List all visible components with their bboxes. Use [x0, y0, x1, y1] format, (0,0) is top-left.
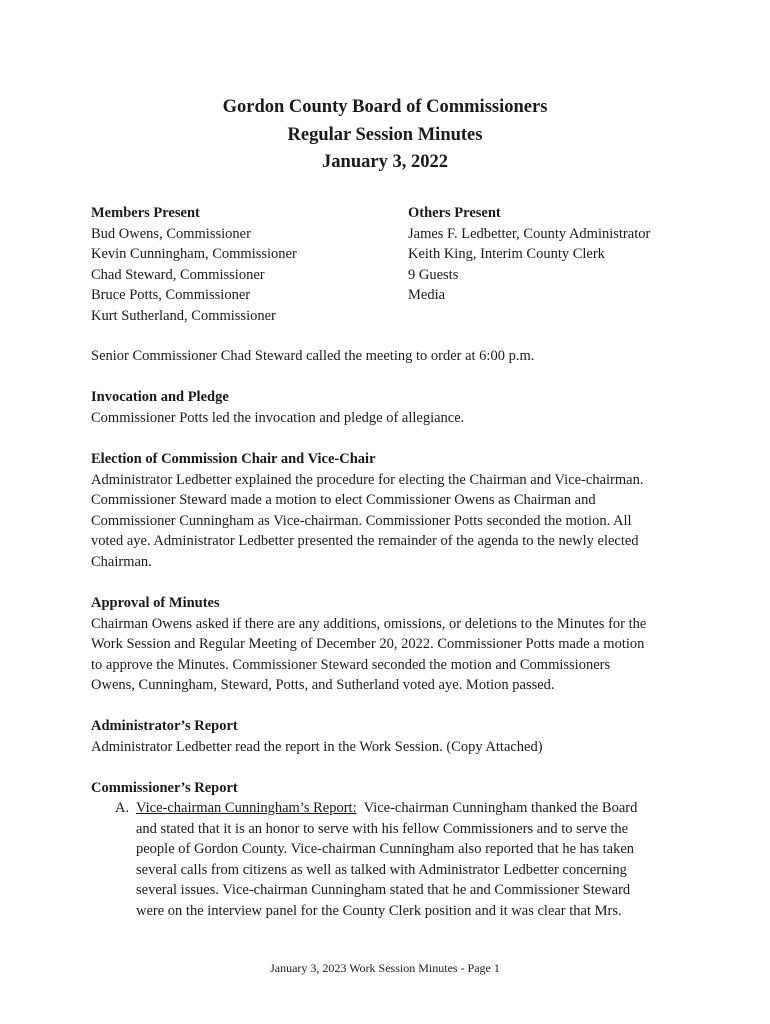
report-text: Vice-chairman Cunningham thanked the Board [356, 800, 638, 816]
member-item: Chad Steward, Commissioner [91, 266, 265, 283]
report-label: Vice-chairman Cunningham’s Report: [136, 800, 357, 816]
members-present-column [91, 203, 391, 327]
section-line: Commissioner Steward made a motion to elect Commissioner Owens as Chairman and [91, 492, 596, 509]
list-item-content [136, 798, 673, 922]
other-item: Keith King, Interim County Clerk [408, 246, 605, 263]
section-heading: Approval of Minutes [91, 595, 220, 611]
call-to-order-text: Senior Commissioner Chad Steward called the meeting to order at 6:00 p.m. [91, 348, 535, 364]
section-election [91, 449, 673, 573]
list-item-line: people of Gordon County. Vice-chairman Cunningham also reported that he has taken [136, 841, 635, 858]
title-date: January 3, 2022 [322, 152, 448, 172]
page-footer: January 3, 2023 Work Session Minutes - Page 1 [270, 961, 500, 975]
section-approval-of-minutes [91, 593, 673, 696]
section-heading: Commissioner’s Report [91, 780, 238, 796]
member-item: Bud Owens, Commissioner [91, 225, 251, 242]
section-heading: Invocation and Pledge [91, 389, 229, 405]
section-line: Chairman Owens asked if there are any additions, omissions, or deletions to the Minutes for the [91, 615, 647, 632]
document-title [0, 94, 770, 177]
section-line: Commissioner Potts led the invocation and pledge of allegiance. [91, 409, 465, 426]
call-to-order [91, 346, 673, 367]
section-line: Administrator Ledbetter explained the procedure for electing the Chairman and Vice-chairman. [91, 471, 644, 488]
members-present-heading: Members Present [91, 205, 200, 221]
other-item: Media [408, 287, 446, 304]
list-item-a [91, 798, 673, 922]
section-line: Administrator Ledbetter read the report in the Work Session. (Copy Attached) [91, 738, 543, 755]
section-line: Commissioner Cunningham as Vice-chairman. Commissioner Potts seconded the motion. All [91, 512, 632, 529]
section-line: Work Session and Regular Meeting of December 20, 2022. Commissioner Potts made a motion [91, 636, 645, 653]
others-present-column [408, 203, 698, 306]
section-administrators-report [91, 716, 673, 757]
other-item: James F. Ledbetter, County Administrator [408, 225, 651, 242]
section-commissioners-report [91, 778, 673, 799]
title-session-type: Regular Session Minutes [287, 124, 483, 145]
list-item-line: were on the interview panel for the County Clerk position and it was clear that Mrs. [136, 902, 622, 919]
member-item: Bruce Potts, Commissioner [91, 287, 251, 304]
list-marker: A. [115, 800, 130, 816]
section-heading: Administrator’s Report [91, 718, 238, 734]
list-item-first-line [136, 798, 673, 819]
section-line: voted aye. Administrator Ledbetter presented the remainder of the agenda to the newly elected [91, 533, 639, 550]
list-item-line: and stated that it is an honor to serve with his fellow Commissioners and to serve the [136, 820, 629, 837]
title-board-name: Gordon County Board of Commissioners [222, 97, 548, 117]
section-invocation [91, 387, 673, 428]
section-line: to approve the Minutes. Commissioner Steward seconded the motion and Commissioners [91, 656, 611, 673]
section-line: Chairman. [91, 553, 152, 570]
section-line: Owens, Cunningham, Steward, Potts, and Sutherland voted aye. Motion passed. [91, 677, 555, 694]
other-item: 9 Guests [408, 266, 459, 283]
member-item: Kurt Sutherland, Commissioner [91, 307, 276, 324]
list-item-line: several calls from citizens as well as talked with Administrator Ledbetter concerning [136, 861, 627, 878]
member-item: Kevin Cunningham, Commissioner [91, 246, 297, 263]
others-present-heading: Others Present [408, 205, 501, 221]
list-item-line: several issues. Vice-chairman Cunningham stated that he and Commissioner Steward [136, 882, 631, 899]
section-heading: Election of Commission Chair and Vice-Chair [91, 451, 376, 467]
